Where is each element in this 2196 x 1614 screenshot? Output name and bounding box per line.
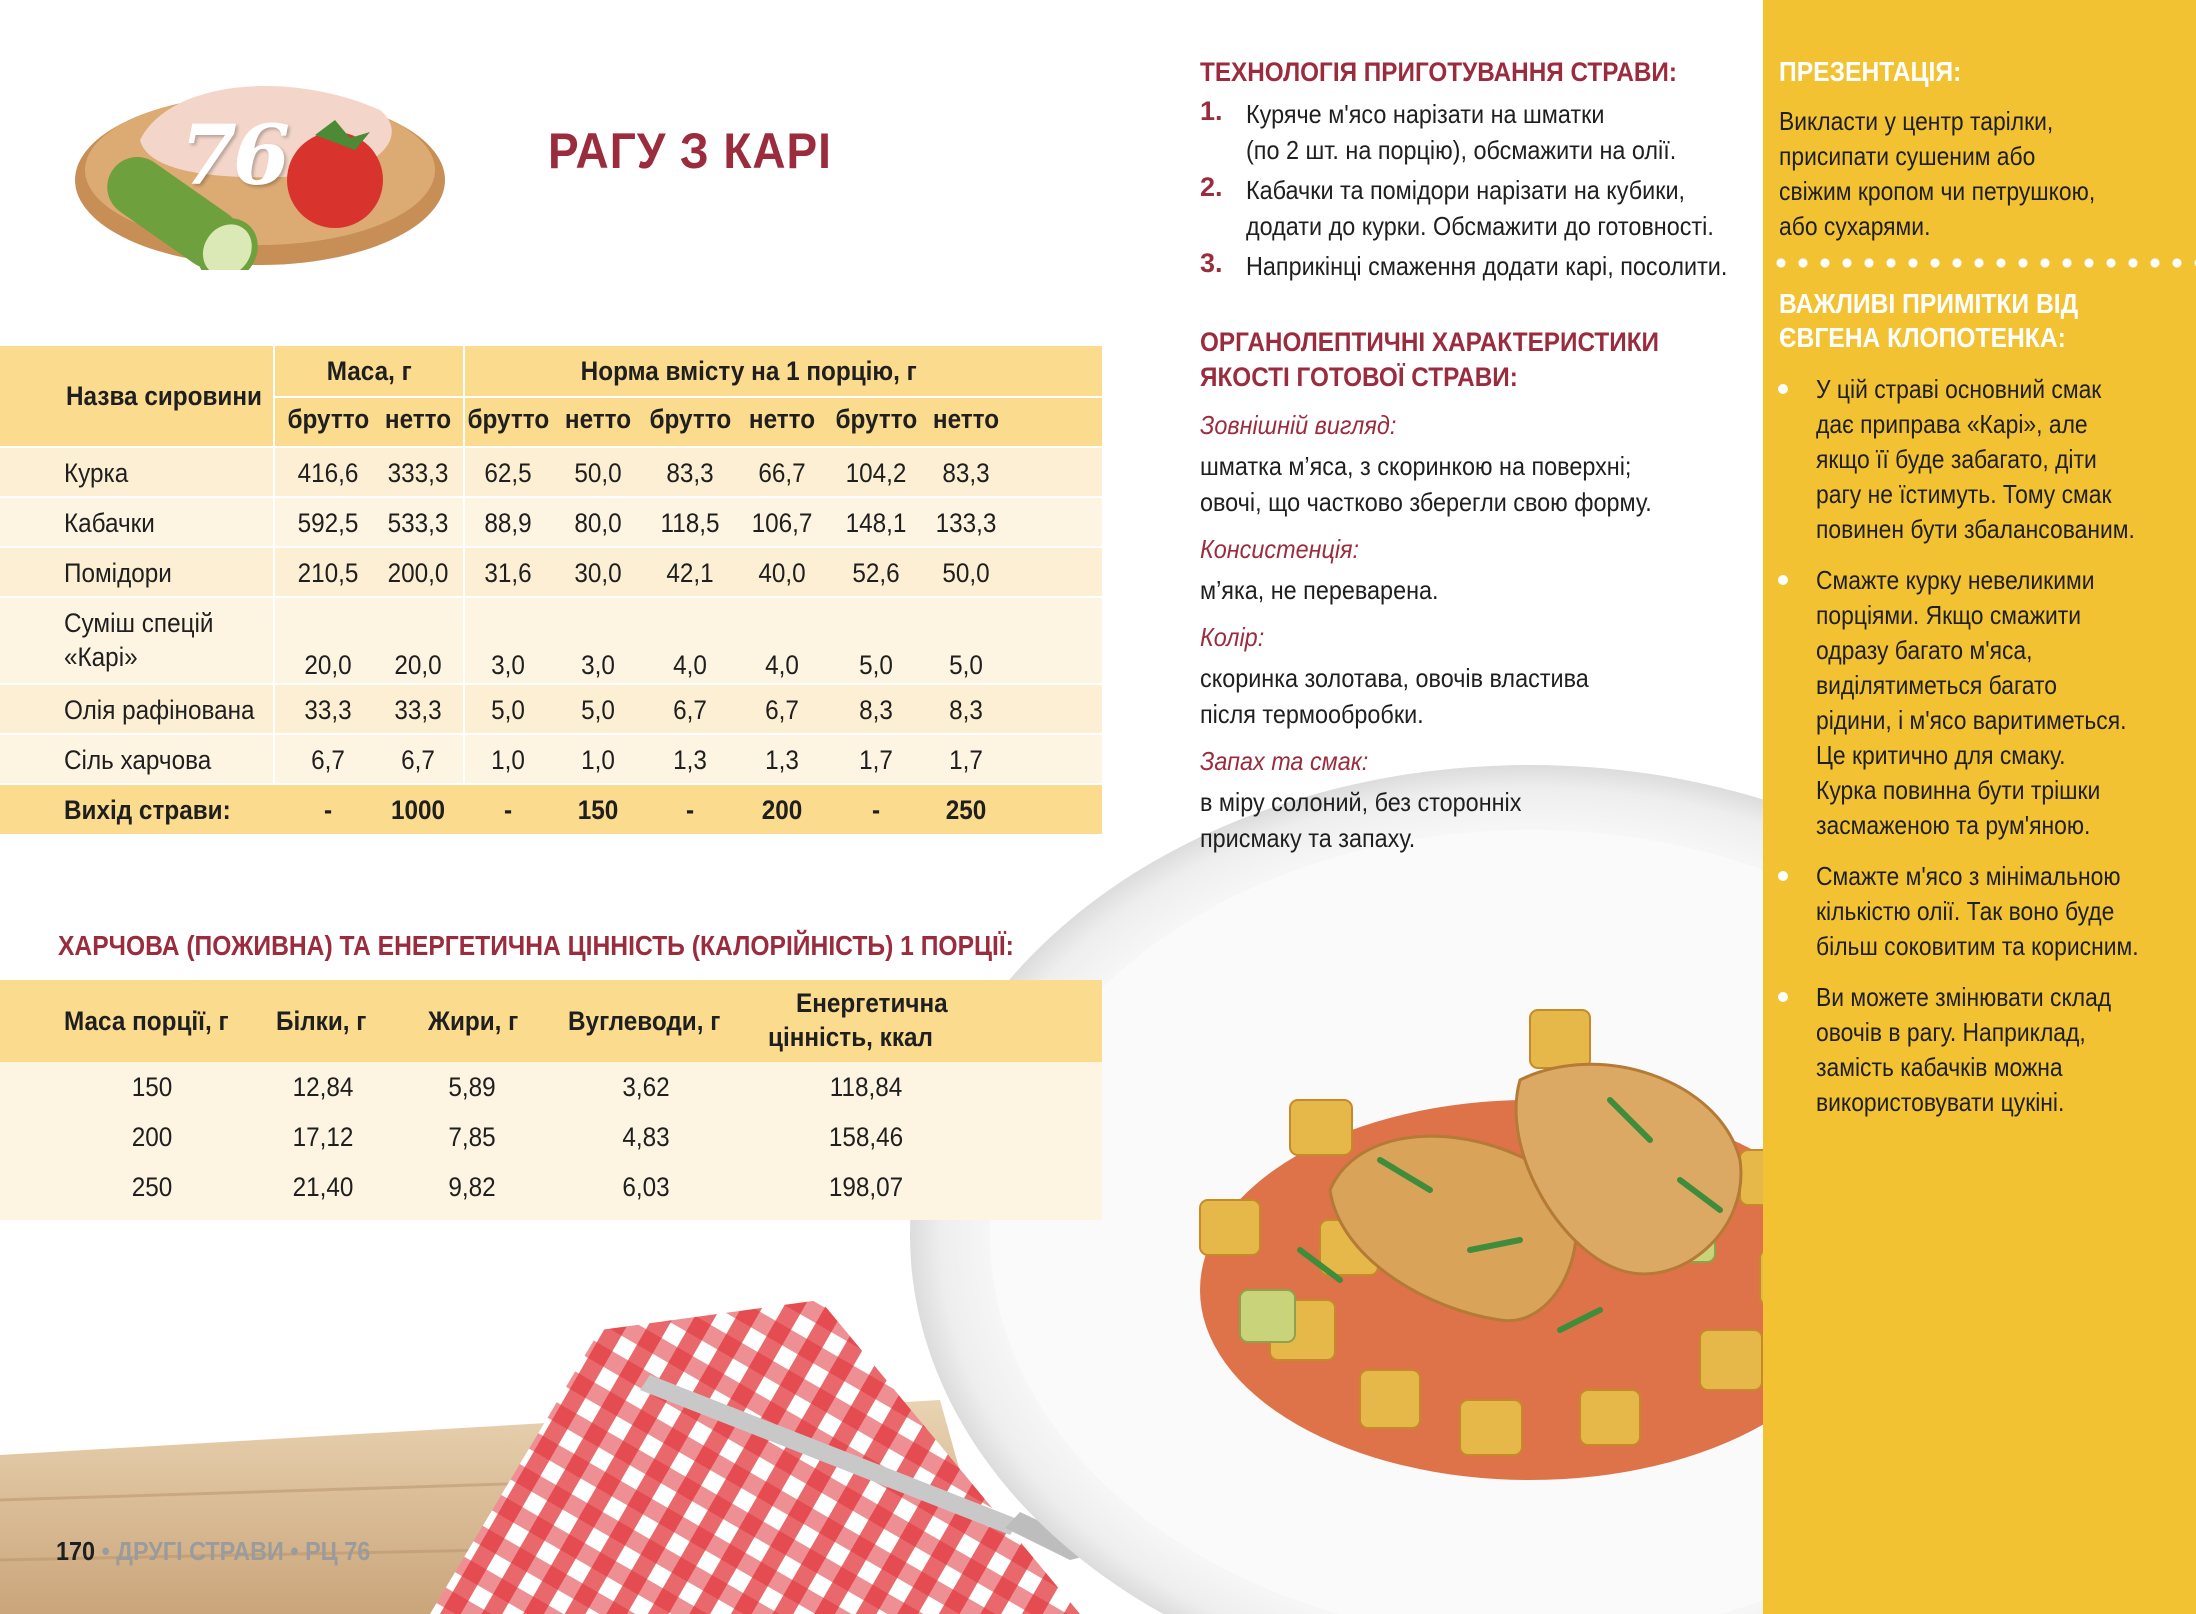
ingredient-value: 6,7: [765, 695, 799, 725]
presentation-line: присипати сушеним або: [1779, 141, 2036, 171]
note-line: У цій страві основний смак: [1816, 374, 2102, 404]
sub-header: нетто: [748, 404, 816, 434]
note-line: кількістю олії. Так воно буде: [1816, 896, 2115, 926]
step-text: Наприкінці смаження додати карі, посолити.: [1246, 251, 1728, 281]
ingredients-table: [0, 346, 1102, 834]
ingredient-value: 333,3: [387, 458, 449, 488]
sub-header: брутто: [287, 404, 370, 434]
footer-sep-2: •: [290, 1536, 299, 1566]
nutri-header-energy-2: цінність, ккал: [768, 1022, 933, 1052]
note-line: одразу багато м'яса,: [1816, 635, 2033, 665]
ingredient-value: 1,0: [491, 745, 525, 775]
ingredient-value: 6,7: [673, 695, 707, 725]
nutrition-value: 9,82: [448, 1172, 496, 1202]
ingredient-value: 50,0: [942, 558, 990, 588]
step-number: 3.: [1200, 248, 1223, 278]
sub-header: брутто: [835, 404, 918, 434]
ingredient-value: 5,0: [949, 650, 983, 680]
notes-heading-1: ВАЖЛИВІ ПРИМІТКИ ВІД: [1779, 288, 2079, 319]
ingredient-value: 1,3: [765, 745, 799, 775]
footer-section: ДРУГІ СТРАВИ: [116, 1536, 284, 1566]
sub-header: нетто: [384, 404, 452, 434]
technology-heading: ТЕХНОЛОГІЯ ПРИГОТУВАННЯ СТРАВИ:: [1200, 57, 1677, 87]
ingredient-value: 1,3: [673, 745, 707, 775]
nutrition-value: 118,84: [829, 1072, 903, 1102]
page-number: 170: [56, 1536, 96, 1566]
ingredient-value: 66,7: [758, 458, 806, 488]
ingredient-value: 52,6: [852, 558, 900, 588]
note-line: Смажте м'ясо з мінімальною: [1816, 861, 2121, 891]
total-label: Вихід страви:: [64, 795, 231, 825]
ingredient-value: 148,1: [845, 508, 907, 538]
ingredient-value: 4,0: [765, 650, 799, 680]
note-line: замість кабачків можна: [1816, 1052, 2063, 1082]
nutri-header-fat: Жири, г: [428, 1006, 519, 1036]
nutrition-value: 7,85: [448, 1122, 496, 1152]
note-line: дає приправа «Карі», але: [1816, 409, 2088, 439]
ingredient-name: Курка: [64, 458, 129, 488]
organoleptic-heading-2: ЯКОСТІ ГОТОВОЇ СТРАВИ:: [1200, 362, 1518, 392]
nutri-header-protein: Білки, г: [276, 1006, 367, 1036]
nutrition-value: 200: [131, 1122, 173, 1152]
ingredient-name: Помідори: [64, 558, 172, 588]
nutrition-value: 150: [131, 1072, 173, 1102]
ingredient-name: Суміш спецій: [64, 608, 214, 638]
ingredient-value: 42,1: [666, 558, 714, 588]
bullet-icon: [1778, 384, 1788, 394]
ingredient-value: 1,0: [581, 745, 615, 775]
note-line: Це критично для смаку.: [1816, 740, 2066, 770]
ingredient-value: 592,5: [297, 508, 359, 538]
note-line: повинен бути збалансованим.: [1816, 514, 2135, 544]
ingredient-value: 80,0: [574, 508, 622, 538]
nutrition-value: 4,83: [622, 1122, 670, 1152]
nutrition-value: 21,40: [292, 1172, 354, 1202]
ingredient-value: 20,0: [304, 650, 352, 680]
nutri-header-mass: Маса порції, г: [64, 1006, 229, 1036]
ingredient-value: 50,0: [574, 458, 622, 488]
total-value: 250: [945, 795, 987, 825]
nutrition-table: [0, 980, 1102, 1220]
organoleptic-text: шматка м’яса, з скоринкою на поверхні;: [1200, 451, 1632, 481]
total-value: 1000: [390, 795, 446, 825]
ingredient-value: 88,9: [484, 508, 532, 538]
ingredient-value: 33,3: [304, 695, 352, 725]
ingredient-value: 106,7: [751, 508, 813, 538]
sub-header: брутто: [649, 404, 732, 434]
bullet-icon: [1778, 575, 1788, 585]
organoleptic-label: Зовнішній вигляд:: [1200, 410, 1397, 440]
presentation-heading: ПРЕЗЕНТАЦІЯ:: [1779, 56, 1962, 87]
ingredient-value: 5,0: [581, 695, 615, 725]
ingredient-name: Олія рафінована: [64, 695, 255, 725]
ingredient-value: 1,7: [859, 745, 893, 775]
step-text: додати до курки. Обсмажити до готовності.: [1246, 211, 1714, 241]
note-line: рагу не їстимуть. Тому смак: [1816, 479, 2112, 509]
ingredient-value: 6,7: [401, 745, 435, 775]
total-value: -: [503, 795, 513, 825]
ingredient-value: 6,7: [311, 745, 345, 775]
step-number: 1.: [1200, 96, 1223, 126]
ingredient-value: 3,0: [491, 650, 525, 680]
dotted-divider: [1770, 258, 2196, 268]
sub-header: нетто: [564, 404, 632, 434]
page-footer: [56, 1536, 370, 1567]
ingredient-value: 3,0: [581, 650, 615, 680]
total-value: 200: [761, 795, 803, 825]
organoleptic-text: присмаку та запаху.: [1200, 823, 1416, 853]
ingredient-value: 62,5: [484, 458, 532, 488]
nutri-header-energy-1: Енергетична: [796, 988, 948, 1018]
ingredient-value: 8,3: [949, 695, 983, 725]
footer-code: РЦ 76: [305, 1536, 371, 1566]
ingredient-value: 33,3: [394, 695, 442, 725]
col-mass-header: Маса, г: [326, 356, 412, 386]
nutrition-value: 3,62: [622, 1072, 670, 1102]
organoleptic-label: Консистенція:: [1200, 534, 1360, 564]
note-line: використовувати цукіні.: [1816, 1087, 2065, 1117]
ingredient-value: 83,3: [666, 458, 714, 488]
nutrition-value: 17,12: [292, 1122, 354, 1152]
ingredient-value: 4,0: [673, 650, 707, 680]
ingredient-value: 200,0: [387, 558, 449, 588]
ingredient-value: 5,0: [491, 695, 525, 725]
ingredient-value: 30,0: [574, 558, 622, 588]
step-text: (по 2 шт. на порцію), обсмажити на олії.: [1246, 135, 1677, 165]
col-norm-header: Норма вмісту на 1 порцію, г: [580, 356, 917, 386]
ingredient-value: 20,0: [394, 650, 442, 680]
organoleptic-text: м’яка, не переварена.: [1200, 575, 1439, 605]
nutrition-value: 158,46: [828, 1122, 904, 1152]
organoleptic-text: овочі, що частково зберегли свою форму.: [1200, 487, 1652, 517]
sub-header: брутто: [467, 404, 550, 434]
nutrition-value: 5,89: [448, 1072, 496, 1102]
ingredient-value: 210,5: [297, 558, 359, 588]
ingredient-value: 133,3: [935, 508, 997, 538]
recipe-number: 76: [180, 108, 287, 204]
organoleptic-label: Колір:: [1200, 622, 1265, 652]
note-line: виділятиметься багато: [1816, 670, 2057, 700]
notes-heading-2: ЄВГЕНА КЛОПОТЕНКА:: [1779, 322, 2066, 353]
nutrition-value: 6,03: [622, 1172, 670, 1202]
nutrition-heading: ХАРЧОВА (ПОЖИВНА) ТА ЕНЕРГЕТИЧНА ЦІННІСТЬ (КАЛОРІЙНІСТЬ) 1 ПОРЦІЇ:: [58, 930, 1014, 961]
bullet-icon: [1778, 871, 1788, 881]
organoleptic-heading-1: ОРГАНОЛЕПТИЧНІ ХАРАКТЕРИСТИКИ: [1200, 327, 1659, 357]
step-text: Кабачки та помідори нарізати на кубики,: [1246, 175, 1686, 205]
organoleptic-text: скоринка золотава, овочів властива: [1200, 663, 1589, 693]
ingredient-value: 416,6: [297, 458, 359, 488]
organoleptic-label: Запах та смак:: [1200, 746, 1369, 776]
presentation-line: або сухарями.: [1779, 211, 1931, 241]
nutri-header-carbs: Вуглеводи, г: [568, 1006, 721, 1036]
ingredient-name: Сіль харчова: [64, 745, 212, 775]
ingredient-value: 1,7: [949, 745, 983, 775]
organoleptic-text: після термообробки.: [1200, 699, 1424, 729]
ingredient-value: 83,3: [942, 458, 990, 488]
ingredient-value: 118,5: [660, 508, 720, 538]
step-text: Куряче м'ясо нарізати на шматки: [1246, 99, 1605, 129]
ingredient-value: 5,0: [859, 650, 893, 680]
note-line: якщо її буде забагато, діти: [1816, 444, 2097, 474]
note-line: більш соковитим та корисним.: [1816, 931, 2139, 961]
nutrition-value: 250: [131, 1172, 173, 1202]
ingredient-name: «Карі»: [64, 642, 138, 672]
step-number: 2.: [1200, 172, 1223, 202]
total-value: -: [323, 795, 333, 825]
bullet-icon: [1778, 992, 1788, 1002]
page-title: РАГУ З КАРІ: [548, 123, 832, 179]
note-line: овочів в рагу. Наприклад,: [1816, 1017, 2086, 1047]
note-line: Ви можете змінювати склад: [1816, 982, 2112, 1012]
note-line: Смажте курку невеликими: [1816, 565, 2095, 595]
note-line: засмаженою та рум'яною.: [1816, 810, 2091, 840]
total-value: -: [871, 795, 881, 825]
total-value: -: [685, 795, 695, 825]
ingredient-value: 533,3: [387, 508, 449, 538]
organoleptic-text: в міру солоний, без сторонніх: [1200, 787, 1522, 817]
presentation-line: Викласти у центр тарілки,: [1779, 106, 2054, 136]
col-name-header: Назва сировини: [66, 381, 262, 411]
nutrition-value: 198,07: [828, 1172, 904, 1202]
note-line: рідини, і м'ясо варитиметься.: [1816, 705, 2127, 735]
ingredient-value: 8,3: [859, 695, 893, 725]
footer-sep-1: •: [101, 1536, 110, 1566]
presentation-line: свіжим кропом чи петрушкою,: [1779, 176, 2096, 206]
ingredient-name: Кабачки: [64, 508, 155, 538]
note-line: Курка повинна бути трішки: [1816, 775, 2101, 805]
total-value: 150: [577, 795, 619, 825]
ingredient-value: 31,6: [484, 558, 532, 588]
sub-header: нетто: [932, 404, 1000, 434]
ingredient-value: 104,2: [845, 458, 907, 488]
nutrition-value: 12,84: [292, 1072, 354, 1102]
note-line: порціями. Якщо смажити: [1816, 600, 2082, 630]
ingredient-value: 40,0: [758, 558, 806, 588]
